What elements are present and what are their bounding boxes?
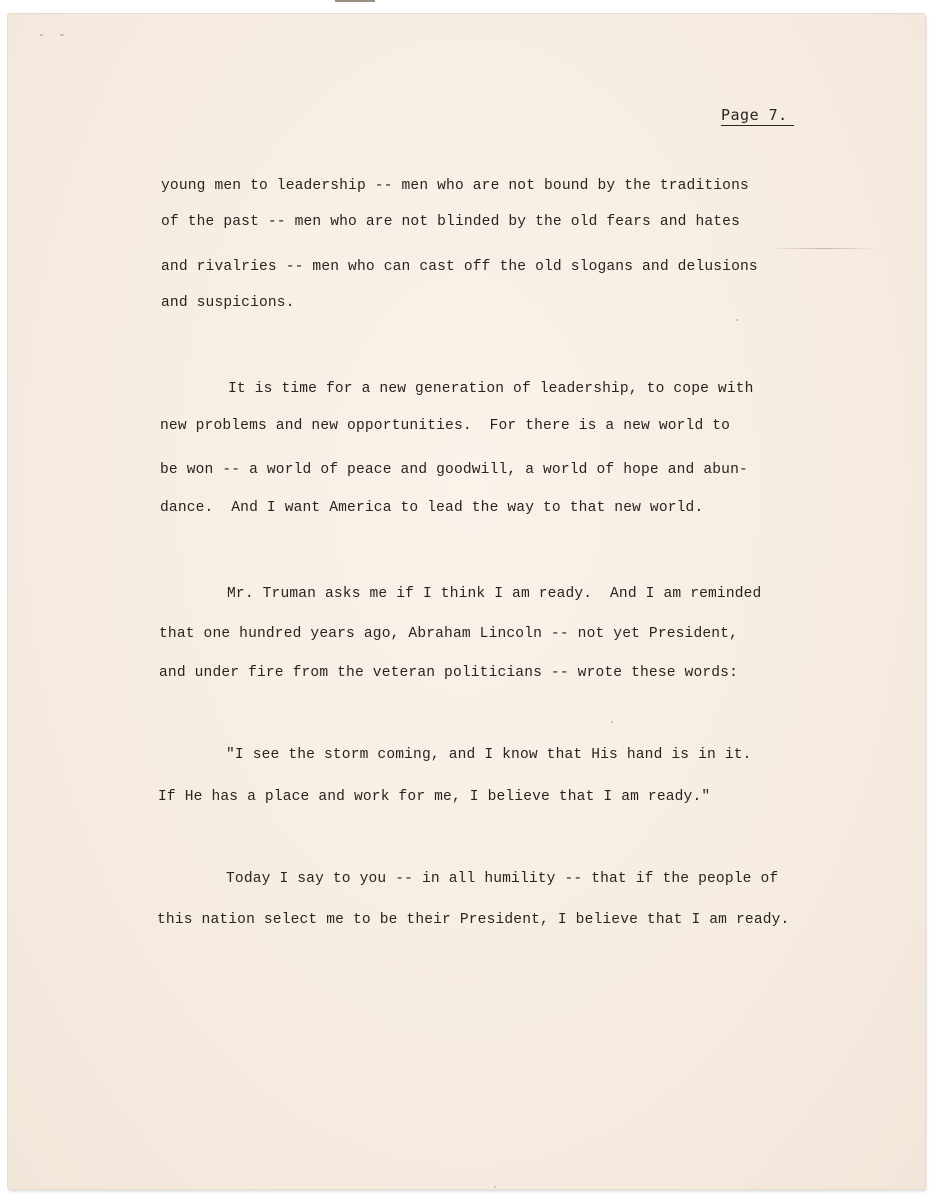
- text-line: new problems and new opportunities. For there is a new world to: [160, 418, 731, 434]
- paper-fleck: [494, 1186, 496, 1188]
- text-line: and rivalries -- men who can cast off the old slogans and delusions: [161, 259, 758, 275]
- text-line: dance. And I want America to lead the way to that new world.: [160, 500, 704, 516]
- paper-crease: [768, 248, 878, 249]
- quote-line: "I see the storm coming, and I know that His hand is in it.: [226, 747, 752, 763]
- text-line: and under fire from the veteran politicians -- wrote these words:: [159, 665, 738, 681]
- document-page: [8, 14, 925, 1189]
- paper-edge-mark: [335, 0, 375, 2]
- text-line: this nation select me to be their President, I believe that I am ready.: [157, 912, 790, 928]
- text-line: Mr. Truman asks me if I think I am ready. And I am reminded: [227, 586, 762, 602]
- text-line: young men to leadership -- men who are not bound by the traditions: [161, 178, 749, 194]
- text-line: Today I say to you -- in all humility -- that if the people of: [226, 871, 779, 887]
- paper-fleck: [60, 34, 64, 36]
- text-line: be won -- a world of peace and goodwill, a world of hope and abun-: [160, 462, 748, 478]
- paper-fleck: [736, 319, 738, 321]
- page-number: Page 7.: [721, 106, 794, 126]
- paper-fleck: [611, 721, 613, 723]
- paper-fleck: [40, 34, 43, 36]
- text-line: that one hundred years ago, Abraham Lincoln -- not yet President,: [159, 626, 738, 642]
- text-line: It is time for a new generation of leadership, to cope with: [228, 381, 754, 397]
- text-line: of the past -- men who are not blinded by the old fears and hates: [161, 214, 740, 230]
- text-line: and suspicions.: [161, 295, 295, 311]
- quote-line: If He has a place and work for me, I believe that I am ready.": [158, 789, 711, 805]
